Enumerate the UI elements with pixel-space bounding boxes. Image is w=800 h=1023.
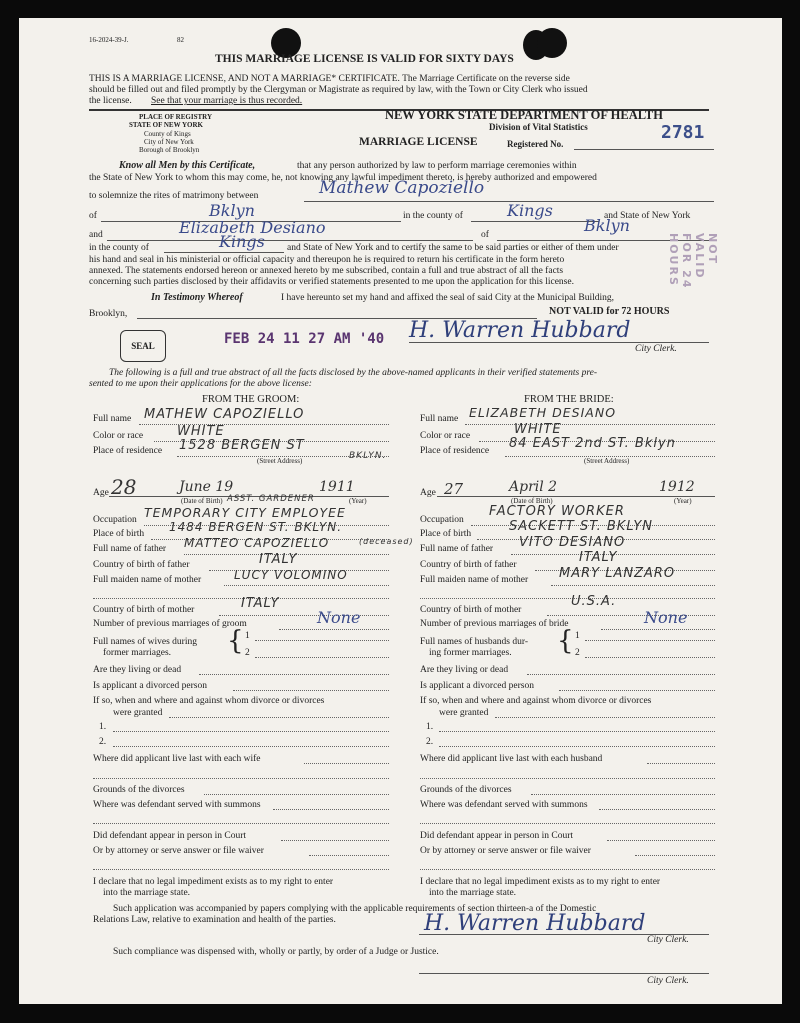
groom-father: MATTEO CAPOZIELLO (184, 536, 330, 550)
registry-county: County of Kings (144, 130, 191, 138)
residence-label: Place of residence (420, 446, 490, 456)
spouses-label: ing former marriages. (429, 648, 512, 658)
form-number: 16-2024-39-J. (89, 36, 129, 44)
appear-label: Did defendant appear in person in Court (93, 831, 247, 841)
intro-underlined: See that your marriage is thus recorded. (151, 96, 303, 106)
occupation-label: Occupation (93, 515, 137, 525)
declaration-line: into the marriage state. (103, 888, 191, 898)
bride-mother-country: U.S.A. (571, 594, 617, 609)
attorney-label: Or by attorney or serve answer or file waiver (420, 846, 591, 856)
department-division: Division of Vital Statistics (489, 122, 588, 132)
not-valid-72-hours: NOT VALID for 72 HOURS (549, 306, 670, 317)
declaration-line: into the marriage state. (429, 888, 517, 898)
bride-father-country: ITALY (579, 550, 618, 565)
groom-city: Bklyn (209, 201, 255, 220)
license-title: THIS MARRIAGE LICENSE IS VALID FOR SIXTY DAYS (215, 53, 514, 65)
know-all-men: Know all Men by this Certificate, (119, 160, 256, 171)
mother-country-label: Country of birth of mother (420, 605, 522, 615)
certificate-line: the State of New York to whom this may come, he, not knowing any lawful impediment thereto, is hereby authorized and empowered (89, 173, 597, 183)
declaration-line: I declare that no legal impediment exists as to my right to enter (93, 877, 334, 887)
father-label: Full name of father (93, 544, 167, 554)
divorced-label: Is applicant a divorced person (93, 681, 207, 691)
occupation-label: Occupation (420, 515, 464, 525)
color-label: Color or race (93, 431, 144, 441)
divorce-number: 2. (426, 737, 434, 747)
bride-name-handwritten: Elizabeth Desiano (179, 218, 326, 237)
divorce-question: If so, when and where and against whom divorce or divorces (420, 696, 652, 706)
bride-color: WHITE (514, 422, 562, 437)
age-label: Age (93, 488, 109, 498)
marriage-license-heading: MARRIAGE LICENSE (359, 136, 478, 148)
year-label: (Year) (349, 497, 367, 505)
groom-birth-year: 1911 (319, 479, 355, 495)
of-label: of (89, 211, 97, 221)
accompanied-line: Such application was accompanied by papers complying with the applicable requirements of section thirteen-a of the Domestic (113, 904, 597, 914)
divorce-number: 1. (99, 722, 107, 732)
served-label: Where was defendant served with summons (93, 800, 261, 810)
groom-residence-city: BKLYN. (349, 451, 387, 461)
spouses-label: former marriages. (103, 648, 172, 658)
date-stamp: FEB 24 11 27 AM '40 (224, 331, 385, 347)
groom-father-note: (deceased) (359, 537, 414, 546)
age-label: Age (420, 488, 436, 498)
street-address-label: (Street Address) (584, 457, 630, 465)
solemnize-label: to solemnize the rites of matrimony between (89, 191, 259, 201)
of-label: of (481, 230, 489, 240)
lived-label: Where did applicant live last with each husband (420, 754, 603, 764)
prev-marriages-label: Number of previous marriages of groom (93, 619, 247, 629)
mother-label: Full maiden name of mother (420, 575, 529, 585)
residence-label: Place of residence (93, 446, 163, 456)
dob-label: (Date of Birth) (181, 497, 223, 505)
in-county-label: in the county of (403, 211, 463, 221)
spouse-number: 1 (575, 631, 580, 641)
marriage-license-document: 16-2024-39-J. 82 THIS MARRIAGE LICENSE IS VALID FOR SIXTY DAYS THIS IS A MARRIAGE LICENSE, AND NOT A MARRIAGE* CERTIFICATE. The Marriage Certificate on the reverse side should be filled out and filed promptly by the Clergyman or Magistrate as required by law, with the Town or City Clerk who issued the license. See that your marriage is thus recorded. PLACE OF REGISTRY STATE OF NEW YORK County of Kings City of New York Borough of Brooklyn NEW YORK STATE DEPARTMENT OF HEALTH Division of Vital Statistics MARRIAGE LICENSE Registered No. 2781 Know all Men by this Certificate, that any person authorized by law to perform marriage ceremonies within the State of New York to whom this may come, he, not knowing any lawful impediment thereto, is hereby authorized and empowered to solemnize the rites of matrimony between Mathew Capoziello of Bklyn in the county of Kings and State of New York and Elizabeth Desiano of Bklyn in the county of Kings and State of New York and to certify the same to be said parties or either of them under his hand and seal in his ministerial or official capacity and thereupon he is required to return his certificate in the form hereto annexed. The statements endorsed hereon or annexed hereto by me subscribed, contain a full and true abstract of all the facts concerning such parties disclosed by their affidavits or verified statements presented to me upon the application for this license. In Testimony Whereof I have hereunto set my hand and affixed the seal of said City at the Municipal Building, Brooklyn, NOT VALID for 72 HOURS NOT VALID FOR 24 HOURS SEAL FEB 24 11 27 AM '40 H. Warren Hubbard City Clerk. The following is a full and true abstract of all the facts disclosed by the above-named applicants in their verified statements pre- sented to me upon their applications for the above license: FROM THE GROOM: Full name MATHEW CAPOZIELLO Color or race WHITE Place of residence 1528 BERGEN ST BKLYN. (Street Address) Age 28 June 19 1911 (Date of Birth) (Year) ASST. GARDENER Occupation TEMPORARY CITY EMPLOYEE Place of birth 1484 BERGEN ST. BKLYN. Full name of father MATTEO CAPOZIELLO (deceased) Country of birth of father ITALY Full maiden name of mother LUCY VOLOMINO Country of birth of mother ITALY Number of previous marriages of groom None Full names of wives during former marriages. { 1 2 Are they living or dead Is applicant a divorced person If so, when and where and against whom divorce or divorces were granted 1. 2. Where did applicant live last with each wife Grounds of the divorces Where was defendant served with summons Did defendant appear in person in Court Or by attorney or serve answer or file waiver I declare that no legal impediment exists as to my right to enter into the marriage state. FROM THE BRIDE: Full name ELIZABETH DESIANO Color or race WHITE Place of residence 84 EAST 2nd ST. Bklyn (Street Address) Age 27 April 2 1912 (Date of Birth) (Year) Occupation FACTORY WORKER Place of birth SACKETT ST. BKLYN Full name of father VITO DESIANO Country of birth of father ITALY Full maiden name of mother MARY LANZARO Country of birth of mother U.S.A. Number of previous marriages of bride None Full names of husbands dur- ing former marriages. { 1 2 Are they living or dead Is applicant a divorced person If so, when and where and against whom divorce or divorces were granted 1. 2. Where did applicant live last with each husband Grounds of the divorces Where was defendant served with summons Did defendant appear in person in Court Or by attorney or serve answer or file waiver I declare that no legal impediment exists as to my right to enter into the marriage state. Such application was accompanied by papers complying with the applicable requirements of section thirteen-a of the Domestic Relations Law, relative to examination and health of the parties. H. Warren Hubbard City Clerk. Such compliance was dispensed with, wholly or partly, by order of a Judge or Justice. City Clerk. (19, 18, 782, 1004)
dob-label: (Date of Birth) (511, 497, 553, 505)
brooklyn-label: Brooklyn, (89, 309, 128, 319)
registry-city: City of New York (144, 138, 194, 146)
testimony-label: In Testimony Whereof (151, 292, 243, 303)
registry-state: STATE OF NEW YORK (129, 121, 203, 129)
city-clerk-label: City Clerk. (647, 935, 689, 945)
groom-occupation-top: ASST. GARDENER (227, 494, 315, 504)
divorce-question: If so, when and where and against whom divorce or divorces (93, 696, 325, 706)
groom-prev-marriages: None (317, 608, 361, 627)
divorce-number: 1. (426, 722, 434, 732)
certificate-line: annexed. The statements endorsed hereon or annexed hereto by me subscribed, contain a full and true abstract of all the facts (89, 266, 564, 276)
registered-label: Registered No. (507, 139, 564, 149)
father-label: Full name of father (420, 544, 494, 554)
stamp-number: 82 (177, 36, 184, 44)
bride-mother: MARY LANZARO (559, 566, 676, 581)
registry-borough: Borough of Brooklyn (139, 146, 200, 154)
groom-residence: 1528 BERGEN ST (179, 438, 305, 453)
footer-clerk-signature: H. Warren Hubbard (424, 911, 646, 936)
and-label: and (89, 230, 103, 240)
punch-hole (537, 28, 567, 58)
mother-country-label: Country of birth of mother (93, 605, 195, 615)
spouses-label: Full names of husbands dur- (420, 637, 528, 647)
groom-heading: FROM THE GROOM: (202, 394, 300, 405)
spouse-number: 1 (245, 631, 250, 641)
divorce-number: 2. (99, 737, 107, 747)
intro-line: should be filled out and filed promptly by the Clergyman or Magistrate as required by law, with the Town or City Clerk who issued (89, 85, 588, 95)
department-name: NEW YORK STATE DEPARTMENT OF HEALTH (385, 108, 663, 122)
bride-heading: FROM THE BRIDE: (524, 394, 614, 405)
bride-occupation: FACTORY WORKER (489, 504, 625, 519)
bride-residence: 84 EAST 2nd ST. Bklyn (509, 436, 676, 451)
spouse-number: 2 (245, 648, 250, 658)
living-label: Are they living or dead (93, 665, 182, 675)
abstract-line: The following is a full and true abstract of all the facts disclosed by the above-named applicants in their verified statements pre- (109, 368, 598, 378)
mother-label: Full maiden name of mother (93, 575, 202, 585)
groom-name-handwritten: Mathew Capoziello (319, 178, 485, 198)
spouses-label: Full names of wives during (93, 637, 197, 647)
certificate-line: his hand and seal in his ministerial or official capacity and thereupon he is required to return his certificate in the form hereto (89, 255, 565, 265)
clerk-signature: H. Warren Hubbard (409, 318, 631, 343)
groom-mother: LUCY VOLOMINO (234, 568, 348, 582)
certificate-line: and State of New York and to certify the same to be said parties or either of them under (287, 243, 619, 253)
bride-prev-marriages: None (644, 608, 688, 627)
bride-dob: April 2 (509, 479, 558, 495)
bride-full-name: ELIZABETH DESIANO (469, 405, 617, 420)
bride-birth-year: 1912 (659, 479, 695, 495)
street-address-label: (Street Address) (257, 457, 303, 465)
dispensed-line: Such compliance was dispensed with, wholly or partly, by order of a Judge or Justice. (113, 947, 439, 957)
groom-mother-country: ITALY (241, 596, 280, 611)
abstract-line: sented to me upon their applications for the above license: (89, 379, 312, 389)
intro-line: THIS IS A MARRIAGE LICENSE, AND NOT A MARRIAGE* CERTIFICATE. The Marriage Certificate on the reverse side (89, 74, 570, 84)
lived-label: Where did applicant live last with each wife (93, 754, 261, 764)
full-name-label: Full name (420, 414, 459, 424)
bride-birthplace: SACKETT ST. BKLYN (509, 519, 653, 534)
accompanied-line: Relations Law, relative to examination and health of the parties. (93, 915, 336, 925)
bride-age: 27 (444, 480, 464, 498)
father-country-label: Country of birth of father (93, 560, 190, 570)
groom-county: Kings (507, 201, 553, 220)
living-label: Are they living or dead (420, 665, 509, 675)
grounds-label: Grounds of the divorces (420, 785, 512, 795)
bride-city: Bklyn (584, 216, 630, 235)
certificate-line: that any person authorized by law to perform marriage ceremonies within (297, 161, 577, 171)
prev-marriages-label: Number of previous marriages of bride (420, 619, 569, 629)
groom-birthplace: 1484 BERGEN ST. BKLYN. (169, 520, 343, 534)
birthplace-label: Place of birth (420, 529, 472, 539)
certificate-line: concerning such parties disclosed by their affidavits or verified statements presented to me upon the application for this license. (89, 277, 574, 287)
attorney-label: Or by attorney or serve answer or file waiver (93, 846, 264, 856)
seal-box: SEAL (120, 330, 166, 362)
groom-father-country: ITALY (259, 552, 298, 567)
registered-number: 2781 (661, 122, 705, 143)
appear-label: Did defendant appear in person in Court (420, 831, 574, 841)
divorce-question: were granted (439, 708, 489, 718)
groom-full-name: MATHEW CAPOZIELLO (144, 407, 305, 422)
declaration-line: I declare that no legal impediment exists as to my right to enter (420, 877, 661, 887)
color-label: Color or race (420, 431, 471, 441)
birthplace-label: Place of birth (93, 529, 145, 539)
in-county-label: in the county of (89, 243, 149, 253)
father-country-label: Country of birth of father (420, 560, 517, 570)
city-clerk-label: City Clerk. (647, 976, 689, 986)
divorce-question: were granted (113, 708, 163, 718)
state-label: and State of New York (604, 211, 691, 221)
certificate-line: I have hereunto set my hand and affixed the seal of said City at the Municipal Building, (281, 293, 615, 303)
groom-dob: June 19 (179, 479, 234, 495)
bride-county: Kings (219, 232, 265, 251)
not-valid-vertical-stamp: NOT VALID FOR 24 HOURS (667, 233, 719, 290)
groom-color: WHITE (177, 424, 225, 439)
spouse-number: 2 (575, 648, 580, 658)
year-label: (Year) (674, 497, 692, 505)
groom-occupation: TEMPORARY CITY EMPLOYEE (144, 505, 346, 520)
served-label: Where was defendant served with summons (420, 800, 588, 810)
registry-label: PLACE OF REGISTRY (139, 113, 213, 121)
grounds-label: Grounds of the divorces (93, 785, 185, 795)
full-name-label: Full name (93, 414, 132, 424)
bride-father: VITO DESIANO (519, 535, 626, 550)
divorced-label: Is applicant a divorced person (420, 681, 534, 691)
city-clerk-label: City Clerk. (635, 344, 677, 354)
intro-line: the license. (89, 96, 132, 106)
groom-age: 28 (111, 475, 137, 499)
